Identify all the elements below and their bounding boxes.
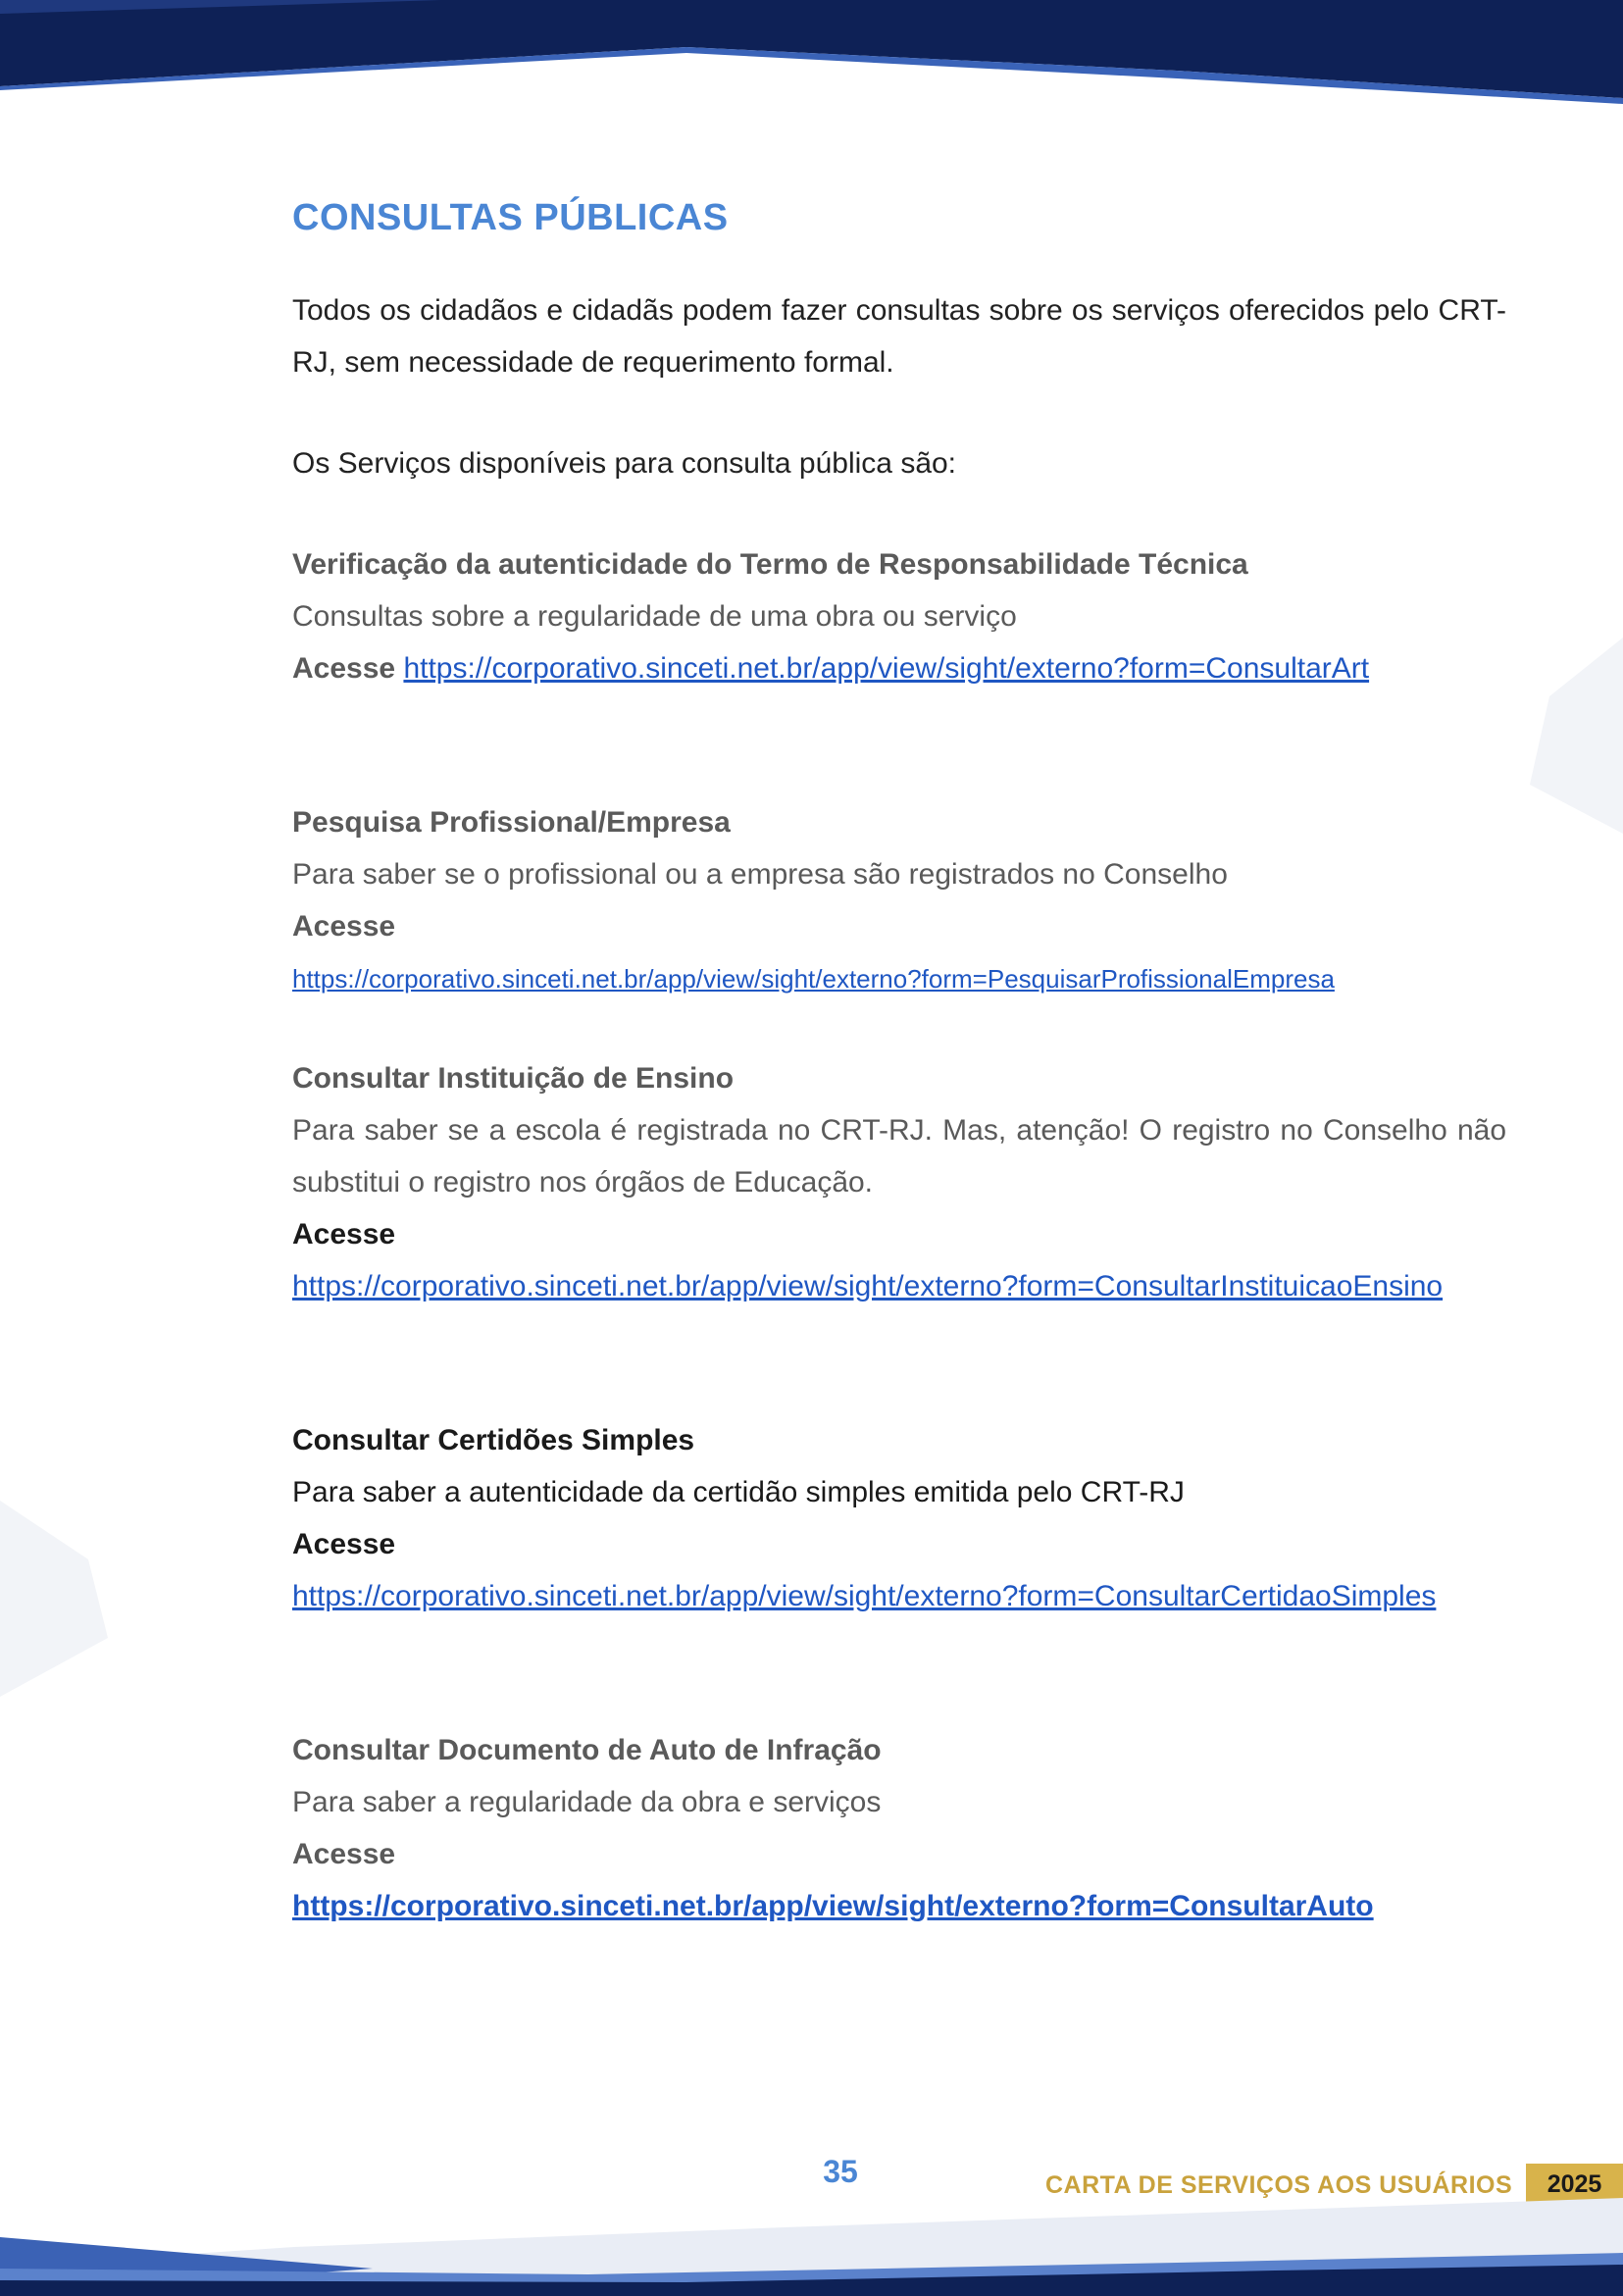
- access-label-line: [292, 900, 1506, 952]
- service-link-line: [292, 1570, 1506, 1622]
- service-link[interactable]: https://corporativo.sinceti.net.br/app/view/sight/externo?form=ConsultarInstituicaoEnsino: [292, 1270, 1444, 1302]
- service-title: Consultar Documento de Auto de Infração: [292, 1734, 882, 1766]
- service-description: Para saber a autenticidade da certidão simples emitida pelo CRT-RJ: [292, 1476, 1185, 1508]
- services-list-intro: Os Serviços disponíveis para consulta pública são:: [292, 447, 957, 480]
- service-item-auto-infracao: [292, 1724, 1506, 1932]
- service-link-line: [292, 952, 1506, 1005]
- service-link-line: [292, 1880, 1506, 1932]
- service-item-art: [292, 538, 1506, 694]
- service-title: Pesquisa Profissional/Empresa: [292, 806, 731, 839]
- service-description: Para saber se o profissional ou a empresa são registrados no Conselho: [292, 858, 1228, 891]
- header-wave-band: [0, 0, 1623, 108]
- intro-paragraph: Todos os cidadãos e cidadãs podem fazer consultas sobre os serviços oferecidos pelo CRT-RJ, sem necessidade de requerimento formal.: [292, 294, 1506, 379]
- service-description: Consultas sobre a regularidade de uma obra ou serviço: [292, 600, 1017, 633]
- footer-title: CARTA DE SERVIÇOS AOS USUÁRIOS: [1045, 2171, 1513, 2199]
- service-title: Verificação da autenticidade do Termo de Responsabilidade Técnica: [292, 548, 1248, 581]
- service-item-instituicao-ensino: [292, 1052, 1506, 1312]
- footer-year-badge: 2025: [1526, 2164, 1623, 2205]
- service-title: Consultar Instituição de Ensino: [292, 1062, 735, 1095]
- service-link[interactable]: https://corporativo.sinceti.net.br/app/view/sight/externo?form=ConsultarAuto: [292, 1890, 1374, 1922]
- service-link[interactable]: https://corporativo.sinceti.net.br/app/view/sight/externo?form=ConsultarArt: [403, 652, 1370, 685]
- service-description: Para saber a regularidade da obra e serviços: [292, 1786, 882, 1818]
- access-label: Acesse: [292, 1528, 396, 1560]
- service-access-line: [292, 642, 1506, 694]
- watermark-shape-left: [0, 1501, 118, 1697]
- access-label-line: [292, 1828, 1506, 1880]
- page-title: CONSULTAS PÚBLICAS: [292, 197, 729, 238]
- service-description: Para saber se a escola é registrada no CRT-RJ. Mas, atenção! O registro no Conselho não substitui o registro nos órgãos de Educação.: [292, 1114, 1506, 1199]
- service-item-profissional-empresa: [292, 796, 1506, 1005]
- access-label-line: [292, 1518, 1506, 1570]
- main-content: [292, 192, 1506, 1932]
- service-item-certidoes-simples: [292, 1414, 1506, 1622]
- watermark-shape-right: [1510, 638, 1623, 834]
- page-number: 35: [823, 2154, 858, 2189]
- footer-wave-band: [0, 2159, 1623, 2296]
- access-label: Acesse: [292, 1838, 396, 1870]
- access-label: Acesse: [292, 1218, 396, 1250]
- access-label-line: [292, 1208, 1506, 1260]
- access-label: Acesse: [292, 910, 396, 943]
- service-link[interactable]: https://corporativo.sinceti.net.br/app/view/sight/externo?form=ConsultarCertidaoSimples: [292, 1580, 1437, 1612]
- access-label: Acesse: [292, 652, 396, 685]
- service-link-line: [292, 1260, 1506, 1312]
- service-title: Consultar Certidões Simples: [292, 1424, 695, 1456]
- service-link[interactable]: https://corporativo.sinceti.net.br/app/view/sight/externo?form=PesquisarProfissionalEmpresa: [292, 964, 1335, 994]
